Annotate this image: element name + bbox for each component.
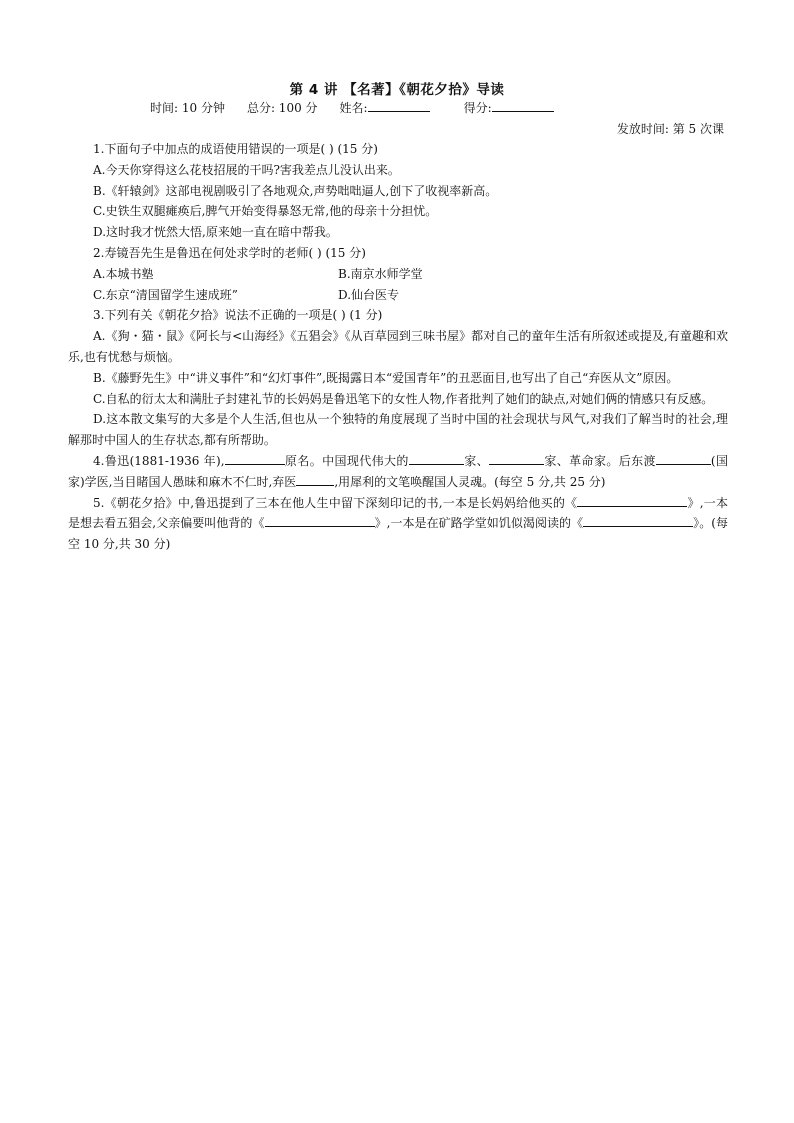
q5-text-2: 》,一本是想去看五猖会,父亲偏要叫他背的《 — [68, 495, 728, 531]
q2-option-c: C.东京“清国留学生速成班” — [93, 287, 238, 302]
total-score-label: 总分: 100 分 — [246, 101, 318, 115]
q3-stem: 3.下列有关《朝花夕拾》说法不正确的一项是( ) (1 分) — [93, 308, 383, 323]
q4-text-1: 4.鲁迅(1881-1936 年), — [93, 453, 225, 468]
time-label: 时间: 10 分钟 — [150, 101, 225, 115]
q1-option-a: A.今天你穿得这么花枝招展的干吗?害我差点儿没认出来。 — [93, 162, 400, 177]
q5-fill-in — [68, 493, 728, 555]
q5-text-1: 5.《朝花夕拾》中,鲁迅提到了三本在他人生中留下深刻印记的书,一本是长妈妈给他买的《 — [93, 495, 578, 510]
q1-stem: 1.下面句子中加点的成语使用错误的一项是( ) (15 分) — [93, 142, 378, 156]
q5-blank-1[interactable] — [577, 495, 687, 507]
score-label: 得分: — [463, 101, 492, 115]
q5-blank-3[interactable] — [583, 515, 693, 527]
q2-option-d: D.仙台医专 — [338, 287, 400, 302]
q5-text-3: 》,一本是在矿路学堂如饥似渴阅读的《 — [374, 516, 584, 531]
q5-text-4: 》。(每空 10 分,共 30 分) — [68, 516, 728, 552]
q1-option-c: C.史铁生双腿瘫痪后,脾气开始变得暴怒无常,他的母亲十分担忧。 — [93, 204, 438, 219]
q5-blank-2[interactable] — [265, 515, 375, 527]
q4-blank-2[interactable] — [409, 453, 464, 465]
page-title: 第 4 讲 【名著】《朝花夕拾》导读 — [289, 82, 505, 98]
q1-option-d: D.这时我才恍然大悟,原来她一直在暗中帮我。 — [93, 225, 338, 240]
score-blank[interactable] — [492, 99, 554, 112]
q2-option-a: A.本城书塾 — [93, 266, 154, 281]
q4-text-2: 原名。中国现代伟大的 — [284, 453, 409, 468]
q2-option-b: B.南京水师学堂 — [338, 266, 423, 281]
release-time: 发放时间: 第 5 次课 — [616, 122, 724, 136]
q4-blank-1[interactable] — [225, 453, 285, 465]
q1-option-b: B.《轩辕剑》这部电视剧吸引了各地观众,声势咄咄逼人,创下了收视率新高。 — [93, 183, 498, 198]
q2-options-row-2 — [68, 285, 728, 306]
q4-text-6: ,用犀利的文笔唤醒国人灵魂。(每空 5 分,共 25 分) — [334, 474, 606, 489]
questions — [68, 139, 728, 555]
q4-text-3: 家、 — [463, 453, 489, 468]
q4-fill-in — [68, 451, 728, 493]
q3-option-d: D.这本散文集写的大多是个人生活,但也从一个独特的角度展现了当时中国的社会现状与风气,对我们了解当时的社会,理解那时中国人的生存状态,都有所帮助。 — [68, 412, 728, 448]
q4-blank-5[interactable] — [296, 474, 334, 486]
q4-blank-3[interactable] — [489, 453, 544, 465]
q4-text-5: (国家)学医,当目睹国人愚昧和麻木不仁时,弃医 — [68, 453, 728, 489]
q3-option-a: A.《狗・猫・鼠》《阿长与<山海经》《五猖会》《从百草园到三味书屋》都对自己的童年生活有所叙述或提及,有童趣和欢乐,也有忧愁与烦恼。 — [68, 329, 728, 364]
header-meta — [150, 99, 670, 116]
q2-stem: 2.寿镜吾先生是鲁迅在何处求学时的老师( ) (15 分) — [93, 245, 366, 260]
q4-blank-4[interactable] — [656, 453, 711, 465]
q2-options-row-1 — [68, 264, 728, 285]
name-label: 姓名: — [339, 101, 368, 115]
q4-text-4: 家、革命家。后东渡 — [544, 453, 656, 468]
q3-option-c: C.自私的衍太太和满肚子封建礼节的长妈妈是鲁迅笔下的女性人物,作者批判了她们的缺点,对她们俩的情感只有反感。 — [93, 391, 714, 406]
q3-option-b: B.《藤野先生》中“讲义事件”和“幻灯事件”,既揭露日本“爱国青年”的丑恶面目,也写出了自己“弃医从文”原因。 — [93, 370, 679, 385]
name-blank[interactable] — [368, 99, 430, 112]
